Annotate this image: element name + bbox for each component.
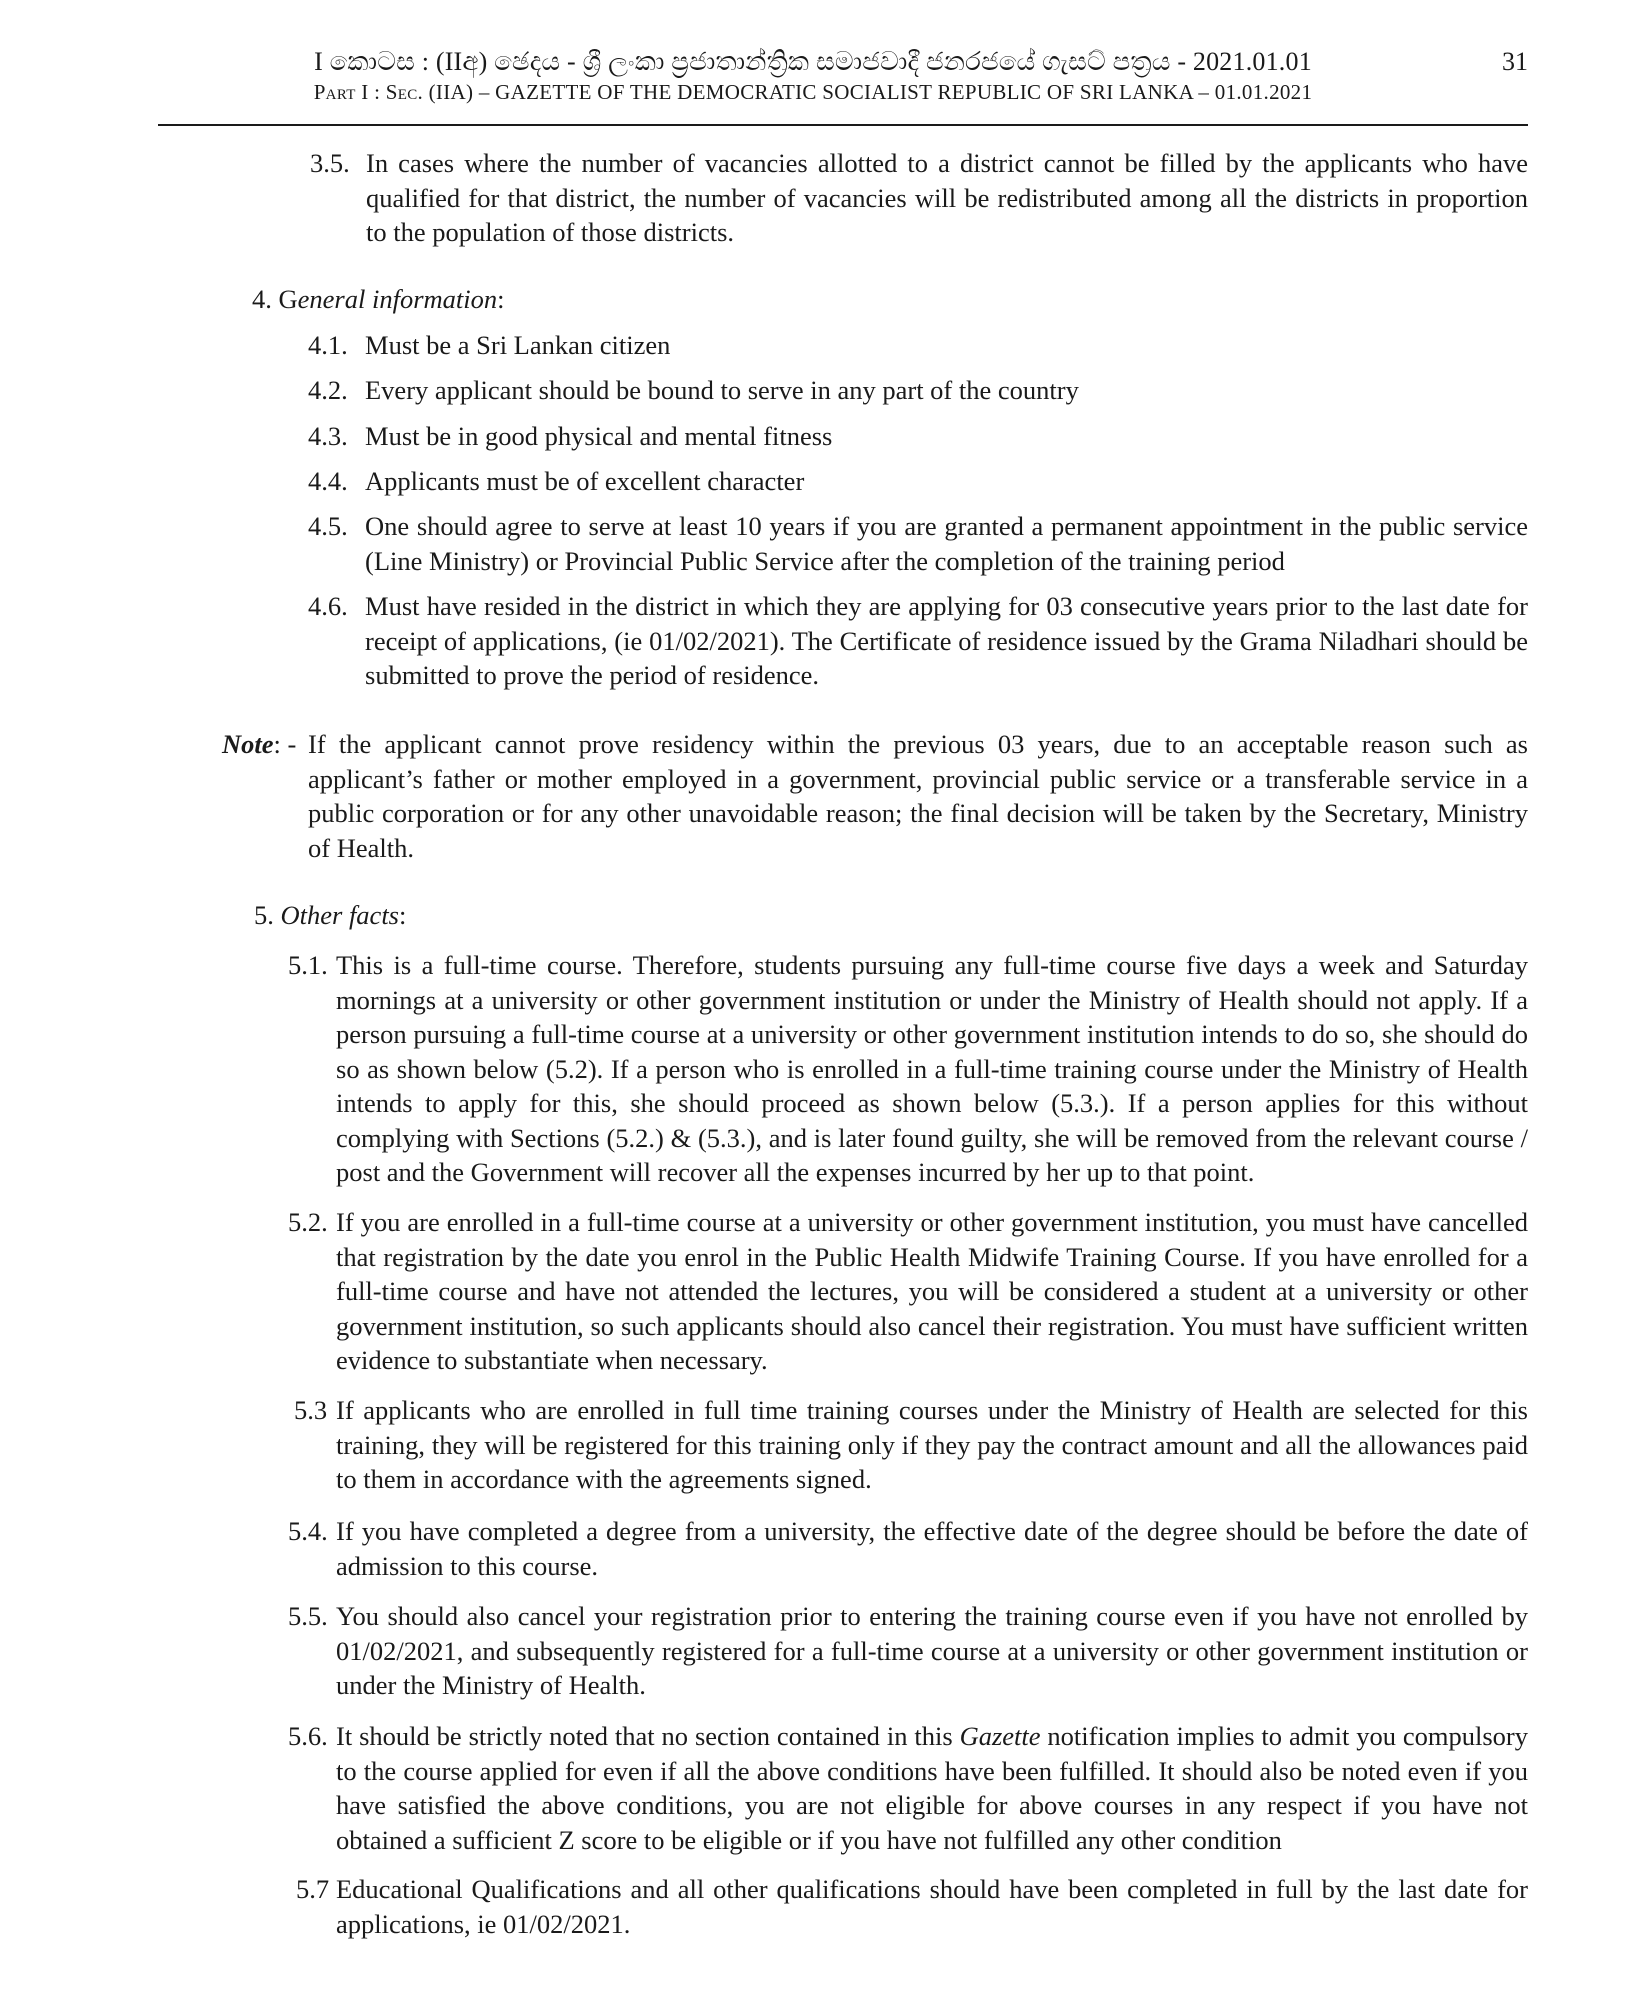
header-sinhala-line: I කොටස : (IIඅ) ඡෙදය - ශ්‍රී ලංකා ප්‍රජාතාන්ත්‍රික සමාජවාදී ජනරජයේ ගැසට් පත්‍රය - 2021.01.01 — [314, 47, 1312, 76]
item-number: 4.5. — [308, 511, 348, 541]
item-text: Educational Qualifications and all other qualifications should have been completed in full by the last date for applications, ie 01/02/2021. — [336, 1874, 1528, 1939]
item-number: 4.2. — [308, 375, 348, 405]
item-text: Must be in good physical and mental fitness — [365, 421, 833, 451]
item-text: Every applicant should be bound to serve in any part of the country — [365, 375, 1079, 405]
item-number: 5.4. — [288, 1516, 328, 1546]
item-number: 4.6. — [308, 591, 348, 621]
list-item-5-3 — [294, 1393, 1528, 1497]
section-heading-general-information: 4. General information: — [252, 284, 505, 314]
item-number: 5.1. — [288, 950, 328, 980]
item-number: 5.2. — [288, 1207, 328, 1237]
item-text: One should agree to serve at least 10 years if you are granted a permanent appointment in the public service (Line Ministry) or Provincial Public Service after the completion of the training period — [365, 511, 1528, 576]
item-text: It should be strictly noted that no section contained in this Gazette notification implies to admit you compulsory to the course applied for even if all the above conditions have been fulfilled. It should also be noted even if you have satisfied the above conditions, you are not eligible for above courses in any respect if you have not obtained a sufficient Z score to be eligible or if you have not fulfilled any other condition — [336, 1721, 1528, 1855]
note-text: If the applicant cannot prove residency within the previous 03 years, due to an acceptable reason such as applicant’s father or mother employed in a government, provincial public service or a transferable service in a public corporation or for any other unavoidable reason; the final decision will be taken by the Secretary, Ministry of Health. — [308, 729, 1528, 863]
list-item-5-6 — [288, 1719, 1528, 1857]
list-item-3-5 — [310, 146, 1528, 250]
list-item-4-2 — [308, 373, 1528, 408]
note-block — [222, 727, 1528, 865]
list-item-5-1 — [288, 948, 1528, 1190]
note-label: Note — [222, 729, 274, 759]
list-item-4-3 — [308, 419, 1528, 454]
note-prefix: : - — [273, 729, 297, 759]
item-text: Must have resided in the district in which they are applying for 03 consecutive years prior to the last date for receipt of applications, (ie 01/02/2021). The Certificate of residence issued by the Grama Niladhari should be submitted to prove the period of residence. — [365, 591, 1528, 690]
header-english-line: Part I : Sec. (IIA) – GAZETTE OF THE DEMOCRATIC SOCIALIST REPUBLIC OF SRI LANKA – 01.01.2021 — [313, 80, 1313, 104]
list-item-4-6 — [308, 589, 1528, 693]
header-gazette-title: (IIA) – GAZETTE OF THE DEMOCRATIC SOCIALIST REPUBLIC OF SRI LANKA – 01.01.2021 — [428, 80, 1313, 104]
page-number: 31 — [1502, 47, 1528, 76]
item-text: If you have completed a degree from a university, the effective date of the degree should be before the date of admission to this course. — [336, 1516, 1528, 1581]
item-number: 5.7 — [296, 1874, 330, 1904]
item-text: You should also cancel your registration prior to entering the training course even if you have not enrolled by 01/02/2021, and subsequently registered for a full-time course at a university or other government institution or under the Ministry of Health. — [336, 1601, 1528, 1700]
item-number: 4.3. — [308, 421, 348, 451]
heading-title: eneral information — [297, 284, 498, 314]
heading-title: Other facts — [280, 900, 399, 930]
item-number: 5.5. — [288, 1601, 328, 1631]
list-item-5-5 — [288, 1599, 1528, 1703]
page-header — [158, 46, 1528, 106]
heading-number: 5. — [254, 900, 274, 930]
item-text: In cases where the number of vacancies allotted to a district cannot be filled by the applicants who have qualified for that district, the number of vacancies will be redistributed among all the districts in proportion to the population of those districts. — [366, 148, 1528, 247]
item-text: Must be a Sri Lankan citizen — [365, 330, 671, 360]
gazette-italic: Gazette — [959, 1721, 1041, 1751]
item-number: 5.3 — [294, 1395, 328, 1425]
item-number: 4.1. — [308, 330, 348, 360]
item-text: If applicants who are enrolled in full time training courses under the Ministry of Health are selected for this training, they will be registered for this training only if they pay the contract amount and all the allowances paid to them in accordance with the agreements signed. — [336, 1395, 1528, 1494]
list-item-5-7 — [296, 1872, 1528, 1941]
list-item-4-1 — [308, 328, 1528, 363]
item-number: 4.4. — [308, 466, 348, 496]
item-number: 3.5. — [310, 148, 350, 178]
list-item-5-2 — [288, 1205, 1528, 1378]
list-item-4-5 — [308, 509, 1528, 578]
list-item-4-4 — [308, 464, 1528, 499]
item-text: Applicants must be of excellent character — [365, 466, 805, 496]
header-sec: Sec. — [385, 80, 424, 104]
heading-number: 4. G — [252, 284, 298, 314]
header-part: Part I — [313, 80, 369, 104]
item-text: This is a full-time course. Therefore, students pursuing any full-time course five days a week and Saturday mornings at a university or other government institution or under the Ministry of Health should not apply. If a person pursuing a full-time course at a university or other government institution intends to do so, she should do so as shown below (5.2). If a person who is enrolled in a full-time training course under the Ministry of Health intends to apply for this, she should proceed as shown below (5.3.). If a person applies for this without complying with Sections (5.2.) & (5.3.), and is later found guilty, she will be removed from the relevant course / post and the Government will recover all the expenses incurred by her up to that point. — [336, 950, 1528, 1187]
header-divider — [158, 124, 1528, 126]
section-heading-other-facts: 5. Other facts: — [254, 900, 407, 930]
note-label-group — [222, 727, 296, 762]
list-item-5-4 — [288, 1514, 1528, 1583]
item-number: 5.6. — [288, 1721, 328, 1751]
item-text: If you are enrolled in a full-time course at a university or other government institution, you must have cancelled that registration by the date you enrol in the Public Health Midwife Training Course. If you have enrolled for a full-time course and have not attended the lectures, you will be considered a student at a university or other government institution, so such applicants should also cancel their registration. You must have sufficient written evidence to substantiate when necessary. — [336, 1207, 1528, 1375]
